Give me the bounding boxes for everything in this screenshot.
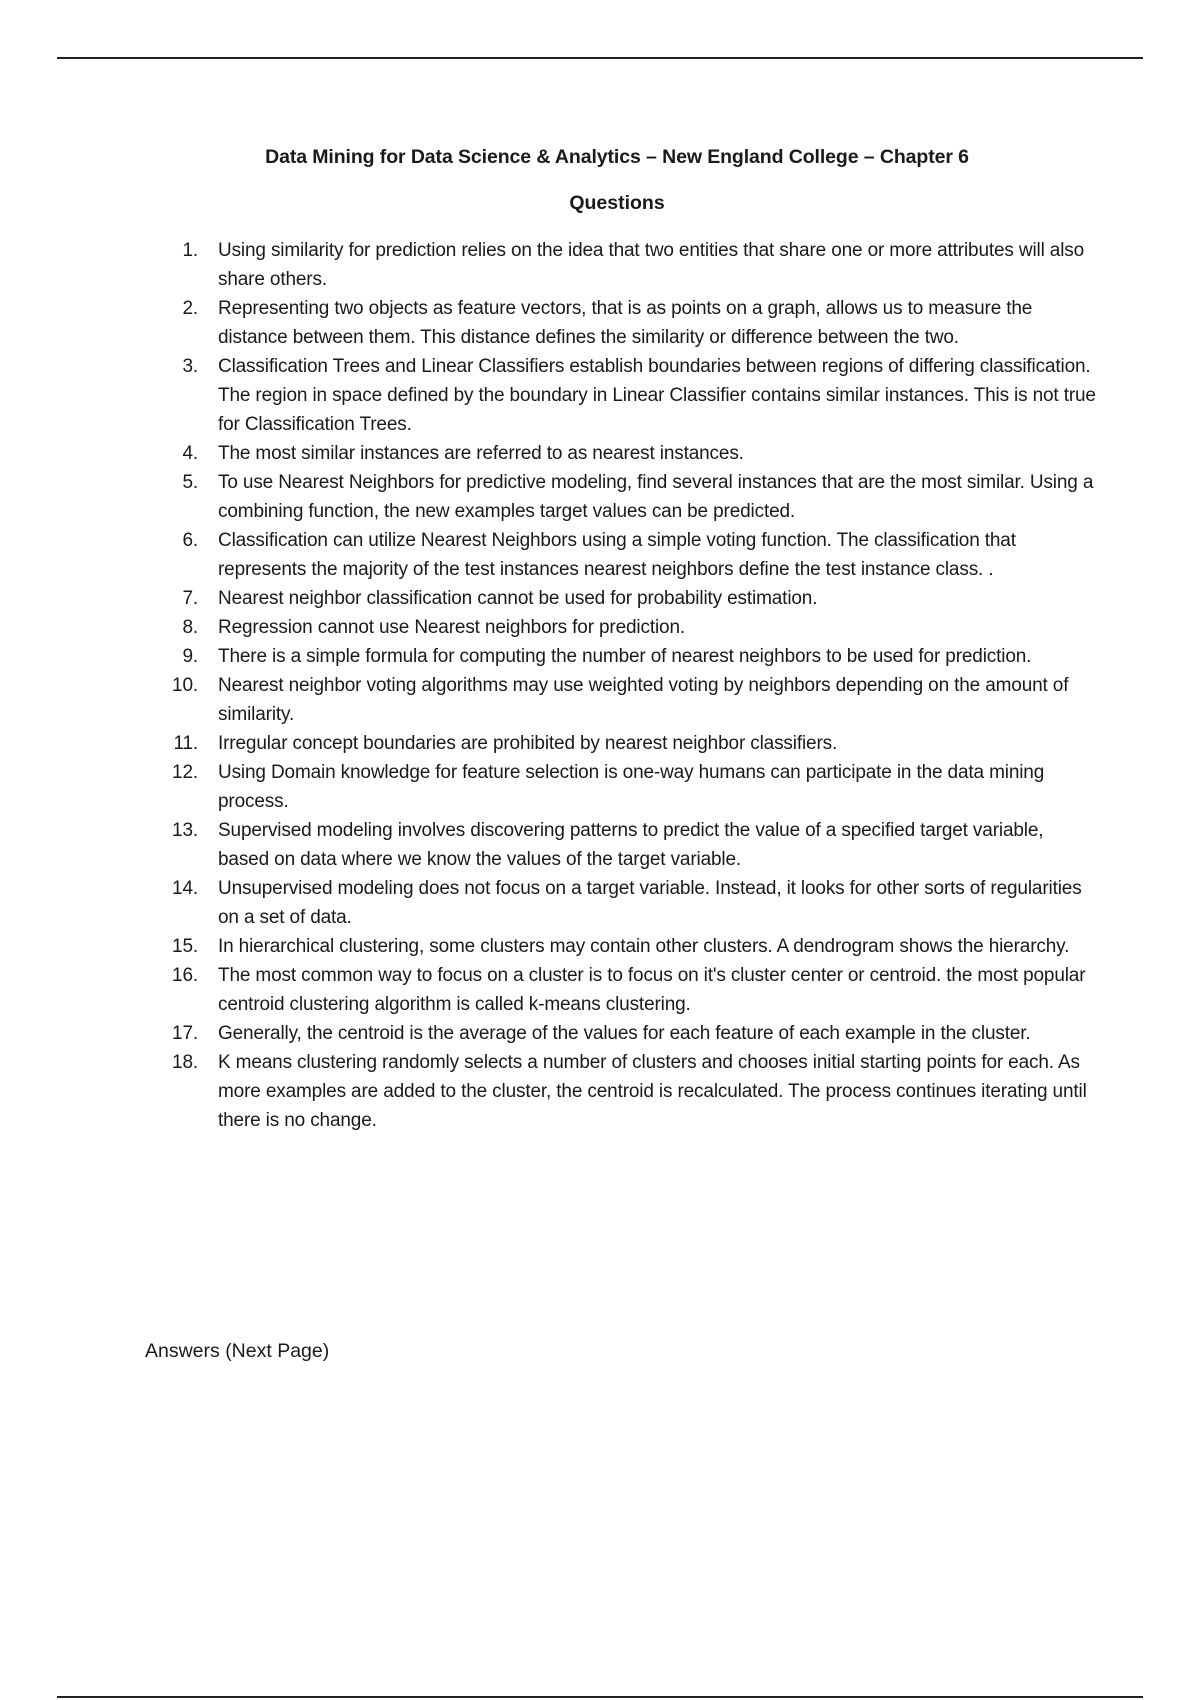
question-text: K means clustering randomly selects a number of clusters and chooses initial starting points for each. As more examples are added to the cluster, the centroid is recalculated. The process continues iterating until there is no change.: [218, 1052, 1087, 1131]
question-text: Nearest neighbor classification cannot be used for probability estimation.: [218, 588, 818, 609]
question-item: [0, 642, 1098, 671]
question-number: 8.: [182, 617, 198, 638]
question-item: [0, 236, 1098, 294]
question-text: Irregular concept boundaries are prohibited by nearest neighbor classifiers.: [218, 733, 838, 754]
header-rule: [57, 57, 1143, 59]
question-item: [0, 874, 1098, 932]
question-text: Representing two objects as feature vectors, that is as points on a graph, allows us to measure the distance between them. This distance defines the similarity or difference between the two.: [218, 298, 1033, 348]
question-item: [0, 352, 1098, 439]
question-number: 16.: [172, 965, 198, 986]
questions-list: [0, 236, 1098, 1135]
question-text: Nearest neighbor voting algorithms may use weighted voting by neighbors depending on the amount of similarity.: [218, 675, 1069, 725]
question-number: 11.: [173, 733, 198, 754]
question-text: Using similarity for prediction relies on the idea that two entities that share one or more attributes will also share others.: [218, 240, 1085, 290]
question-item: [0, 294, 1098, 352]
document-title: Data Mining for Data Science & Analytics – New England College – Chapter 6: [265, 146, 969, 168]
question-number: 4.: [182, 443, 198, 464]
question-item: [0, 439, 1098, 468]
question-number: 6.: [182, 530, 198, 551]
question-item: [0, 613, 1098, 642]
question-number: 2.: [182, 298, 198, 319]
question-text: Supervised modeling involves discovering patterns to predict the value of a specified target variable, based on data where we know the values of the target variable.: [218, 820, 1044, 870]
question-number: 10.: [172, 675, 198, 696]
question-text: Classification can utilize Nearest Neighbors using a simple voting function. The classification that represents the majority of the test instances nearest neighbors define the test instance class. .: [218, 530, 1016, 580]
question-item: [0, 729, 1098, 758]
answers-note: Answers (Next Page): [145, 1340, 330, 1362]
question-item: [0, 526, 1098, 584]
question-text: In hierarchical clustering, some clusters may contain other clusters. A dendrogram shows the hierarchy.: [218, 936, 1070, 957]
question-number: 3.: [182, 356, 198, 377]
question-text: The most common way to focus on a cluster is to focus on it's cluster center or centroid. the most popular centroid clustering algorithm is called k-means clustering.: [218, 965, 1086, 1015]
question-number: 1.: [182, 240, 198, 261]
question-text: Classification Trees and Linear Classifiers establish boundaries between regions of differing classification. The region in space defined by the boundary in Linear Classifier contains similar instances. This is not true for Classification Trees.: [218, 356, 1096, 435]
question-text: The most similar instances are referred to as nearest instances.: [218, 443, 744, 464]
question-number: 9.: [182, 646, 198, 667]
question-number: 14.: [172, 878, 198, 899]
question-item: [0, 932, 1098, 961]
question-text: Generally, the centroid is the average of the values for each feature of each example in the cluster.: [218, 1023, 1031, 1044]
question-text: To use Nearest Neighbors for predictive modeling, find several instances that are the most similar. Using a combining function, the new examples target values can be predicted.: [218, 472, 1094, 522]
question-number: 5.: [182, 472, 198, 493]
question-text: Unsupervised modeling does not focus on a target variable. Instead, it looks for other sorts of regularities on a set of data.: [218, 878, 1082, 928]
question-text: There is a simple formula for computing the number of nearest neighbors to be used for prediction.: [218, 646, 1032, 667]
section-heading: Questions: [569, 192, 665, 214]
question-number: 12.: [172, 762, 198, 783]
question-number: 13.: [172, 820, 198, 841]
question-number: 7.: [182, 588, 198, 609]
question-text: Using Domain knowledge for feature selection is one-way humans can participate in the data mining process.: [218, 762, 1045, 812]
question-item: [0, 816, 1098, 874]
question-item: [0, 1019, 1098, 1048]
question-text: Regression cannot use Nearest neighbors for prediction.: [218, 617, 686, 638]
question-item: [0, 468, 1098, 526]
question-number: 15.: [172, 936, 198, 957]
footer-rule: [57, 1696, 1143, 1698]
question-item: [0, 961, 1098, 1019]
question-number: 18.: [172, 1052, 198, 1073]
question-item: [0, 671, 1098, 729]
question-number: 17.: [172, 1023, 198, 1044]
question-item: [0, 584, 1098, 613]
question-item: [0, 758, 1098, 816]
question-item: [0, 1048, 1098, 1135]
